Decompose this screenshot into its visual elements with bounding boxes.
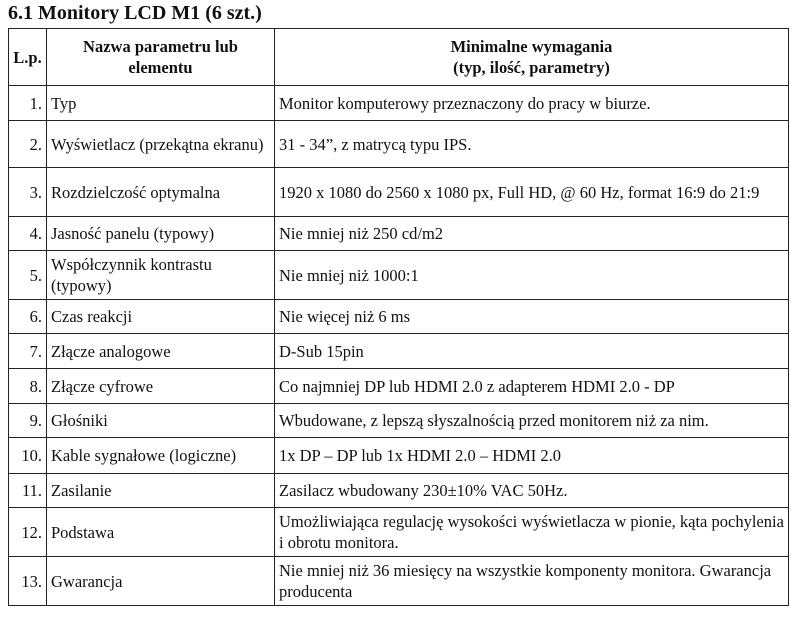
header-parameter-name-line2: elementu (128, 58, 193, 77)
row-number: 7. (9, 334, 47, 369)
row-number: 6. (9, 300, 47, 334)
requirement-value: 1920 x 1080 do 2560 x 1080 px, Full HD, @ 60 Hz, format 16:9 do 21:9 (275, 168, 789, 217)
table-row (9, 474, 789, 508)
row-number: 11. (9, 474, 47, 508)
table-row (9, 300, 789, 334)
parameter-name: Złącze cyfrowe (47, 369, 275, 404)
header-parameter-name-line1: Nazwa parametru lub (83, 37, 238, 56)
requirement-value: Wbudowane, z lepszą słyszalnością przed monitorem niż za nim. (275, 404, 789, 438)
parameter-name: Wyświetlacz (przekątna ekranu) (47, 121, 275, 168)
row-number: 9. (9, 404, 47, 438)
table-row (9, 217, 789, 251)
spec-table (8, 28, 789, 606)
parameter-name: Współczynnik kontrastu (typowy) (47, 251, 275, 300)
row-number: 12. (9, 508, 47, 557)
parameter-name: Kable sygnałowe (logiczne) (47, 438, 275, 474)
row-number: 1. (9, 86, 47, 121)
table-row (9, 86, 789, 121)
table-row (9, 369, 789, 404)
header-requirements-line2: (typ, ilość, parametry) (453, 58, 610, 77)
row-number: 8. (9, 369, 47, 404)
table-row (9, 121, 789, 168)
parameter-name: Typ (47, 86, 275, 121)
requirement-value: Nie mniej niż 1000:1 (275, 251, 789, 300)
requirement-value: Umożliwiająca regulację wysokości wyświetlacza w pionie, kąta pochylenia i obrotu monitora. (275, 508, 789, 557)
table-row (9, 404, 789, 438)
parameter-name: Zasilanie (47, 474, 275, 508)
parameter-name: Podstawa (47, 508, 275, 557)
parameter-name: Rozdzielczość optymalna (47, 168, 275, 217)
row-number: 3. (9, 168, 47, 217)
header-requirements (275, 29, 789, 86)
requirement-value: 1x DP – DP lub 1x HDMI 2.0 – HDMI 2.0 (275, 438, 789, 474)
table-row (9, 438, 789, 474)
table-row (9, 334, 789, 369)
requirement-value: Co najmniej DP lub HDMI 2.0 z adapterem HDMI 2.0 - DP (275, 369, 789, 404)
row-number: 10. (9, 438, 47, 474)
table-row (9, 168, 789, 217)
table-row (9, 557, 789, 606)
row-number: 2. (9, 121, 47, 168)
parameter-name: Gwarancja (47, 557, 275, 606)
parameter-name: Jasność panelu (typowy) (47, 217, 275, 251)
requirement-value: Zasilacz wbudowany 230±10% VAC 50Hz. (275, 474, 789, 508)
parameter-name: Głośniki (47, 404, 275, 438)
table-row (9, 508, 789, 557)
row-number: 4. (9, 217, 47, 251)
requirement-value: Nie więcej niż 6 ms (275, 300, 789, 334)
requirement-value: D-Sub 15pin (275, 334, 789, 369)
section-title: 6.1 Monitory LCD M1 (6 szt.) (8, 2, 262, 24)
header-requirements-line1: Minimalne wymagania (450, 37, 613, 56)
table-header-row (9, 29, 789, 86)
requirement-value: Nie mniej niż 250 cd/m2 (275, 217, 789, 251)
requirement-value: 31 - 34”, z matrycą typu IPS. (275, 121, 789, 168)
requirement-value: Nie mniej niż 36 miesięcy na wszystkie komponenty monitora. Gwarancja producenta (275, 557, 789, 606)
row-number: 13. (9, 557, 47, 606)
requirement-value: Monitor komputerowy przeznaczony do pracy w biurze. (275, 86, 789, 121)
parameter-name: Złącze analogowe (47, 334, 275, 369)
table-row (9, 251, 789, 300)
header-lp: L.p. (9, 29, 47, 86)
row-number: 5. (9, 251, 47, 300)
header-parameter-name (47, 29, 275, 86)
parameter-name: Czas reakcji (47, 300, 275, 334)
